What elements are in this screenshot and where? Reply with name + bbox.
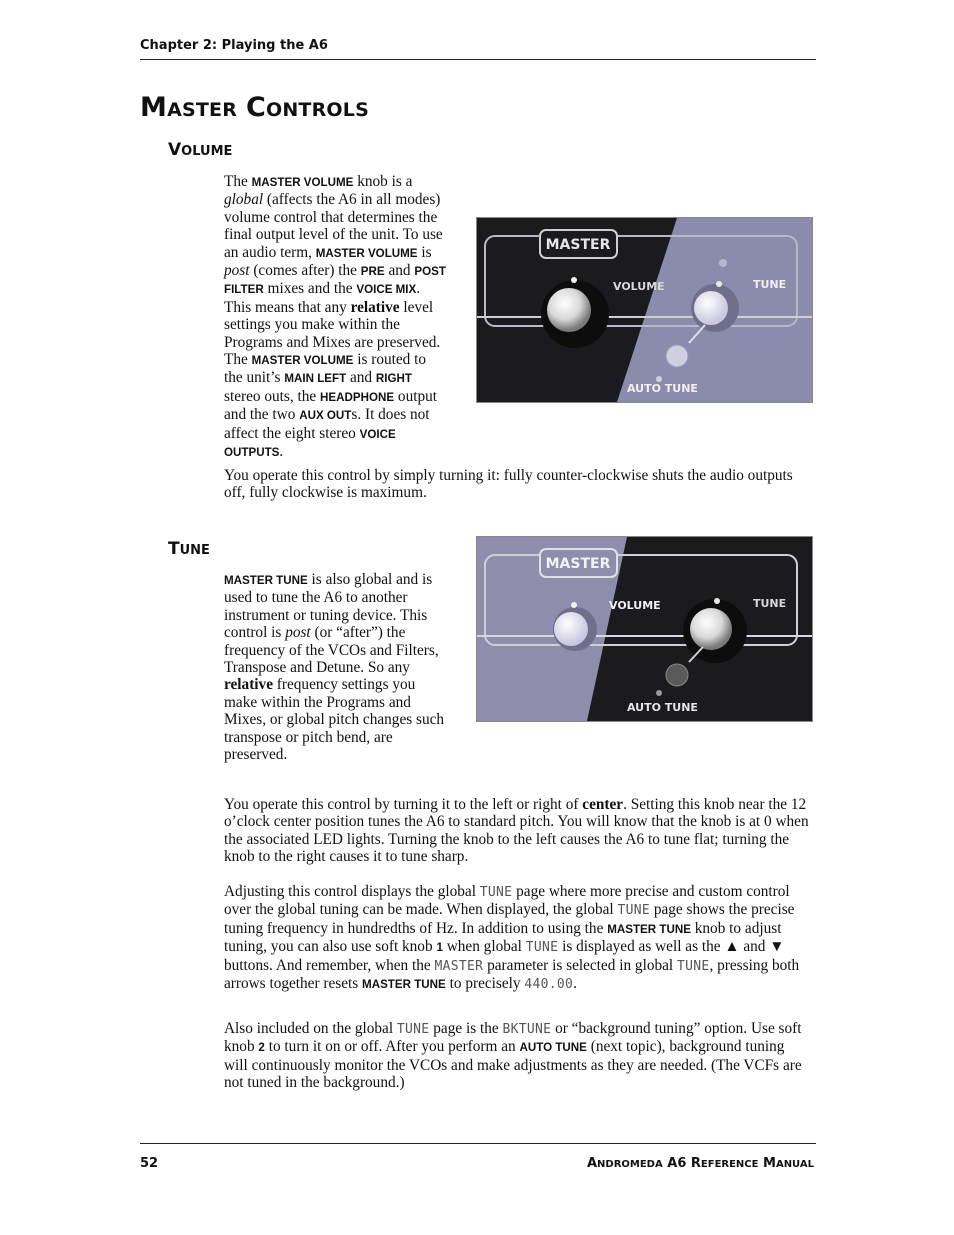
panel-volume-label-2: VOLUME: [609, 599, 661, 612]
page-number: 52: [140, 1156, 159, 1171]
header-rule: [140, 59, 816, 60]
master-volume-photo: [476, 217, 813, 403]
panel-volume-label: VOLUME: [613, 280, 665, 293]
panel-auto-tune-label-2: AUTO TUNE: [627, 701, 698, 714]
volume-paragraph-2: You operate this control by simply turning it: fully counter-clockwise shuts the audio outputs off, fully clockwise is maximum.: [224, 467, 793, 502]
manual-title: ANDROMEDA A6 REFERENCE MANUAL: [586, 1156, 814, 1171]
tune-paragraph-4: Also included on the global TUNE page is the BKTUNE or “background tuning” option. Use soft knob 2 to turn it on or off. After you perform an AUTO TUNE (next topic), background tuning will continuously monitor the VCOs and make adjustments as they are needed. (The VCFs are not tuned in the background.): [224, 1020, 802, 1092]
panel-master-label: MASTER: [545, 237, 611, 253]
panel-auto-tune-label: AUTO TUNE: [627, 382, 698, 395]
tune-heading: TUNE: [168, 539, 210, 559]
tune-paragraph-1: MASTER TUNE is also global and is used to tune the A6 to another instrument or tuning device. This control is post (or “after”) the frequency of the VCOs and Filters, Transpose and Detune. So any relative frequency settings you make within the Programs and Mixes, or global pitch changes such transpose or pitch bend, are preserved.: [224, 571, 445, 764]
tune-paragraph-2: You operate this control by turning it to the left or right of center. Setting this knob near the 12 o’clock center position tunes the A6 to standard pitch. You will know that the knob is at 0 when the associated LED lights. Turning the knob to the left causes the A6 to tune flat; turning the knob to the right causes it to tune sharp.: [224, 796, 809, 866]
volume-heading: VOLUME: [168, 140, 233, 160]
panel-master-label-2: MASTER: [545, 556, 611, 572]
volume-paragraph-1: The MASTER VOLUME knob is a global (affects the A6 in all modes) volume control that determines the final output level of the unit. To use an audio term, MASTER VOLUME is post (comes after) the PRE and POST FILTER mixes and the VOICE MIX. This means that any relative level settings you make within the Programs and Mixes are preserved. The MASTER VOLUME is routed to the unit’s MAIN LEFT and RIGHT stereo outs, the HEADPHONE output and the two AUX OUTs. It does not affect the eight stereo VOICE OUTPUTS.: [224, 173, 446, 461]
panel-tune-label-2: TUNE: [753, 597, 787, 610]
master-tune-photo: [476, 536, 813, 722]
panel-tune-label: TUNE: [753, 278, 787, 291]
footer-rule: [140, 1143, 816, 1144]
panel-image-volume: [477, 218, 812, 402]
page-title: MASTER CONTROLS: [140, 92, 369, 123]
chapter-header: Chapter 2: Playing the A6: [140, 38, 328, 53]
panel-image-tune: [477, 537, 812, 721]
tune-paragraph-3: Adjusting this control displays the global TUNE page where more precise and custom control over the global tuning can be made. When displayed, the global TUNE page shows the precise tuning frequency in hundredths of Hz. In addition to using the MASTER TUNE knob to adjust tuning, you can also use soft knob 1 when global TUNE is displayed as well as the ▲ and ▼ buttons. And remember, when the MASTER parameter is selected in global TUNE, pressing both arrows together resets MASTER TUNE to precisely 440.00.: [224, 883, 800, 993]
